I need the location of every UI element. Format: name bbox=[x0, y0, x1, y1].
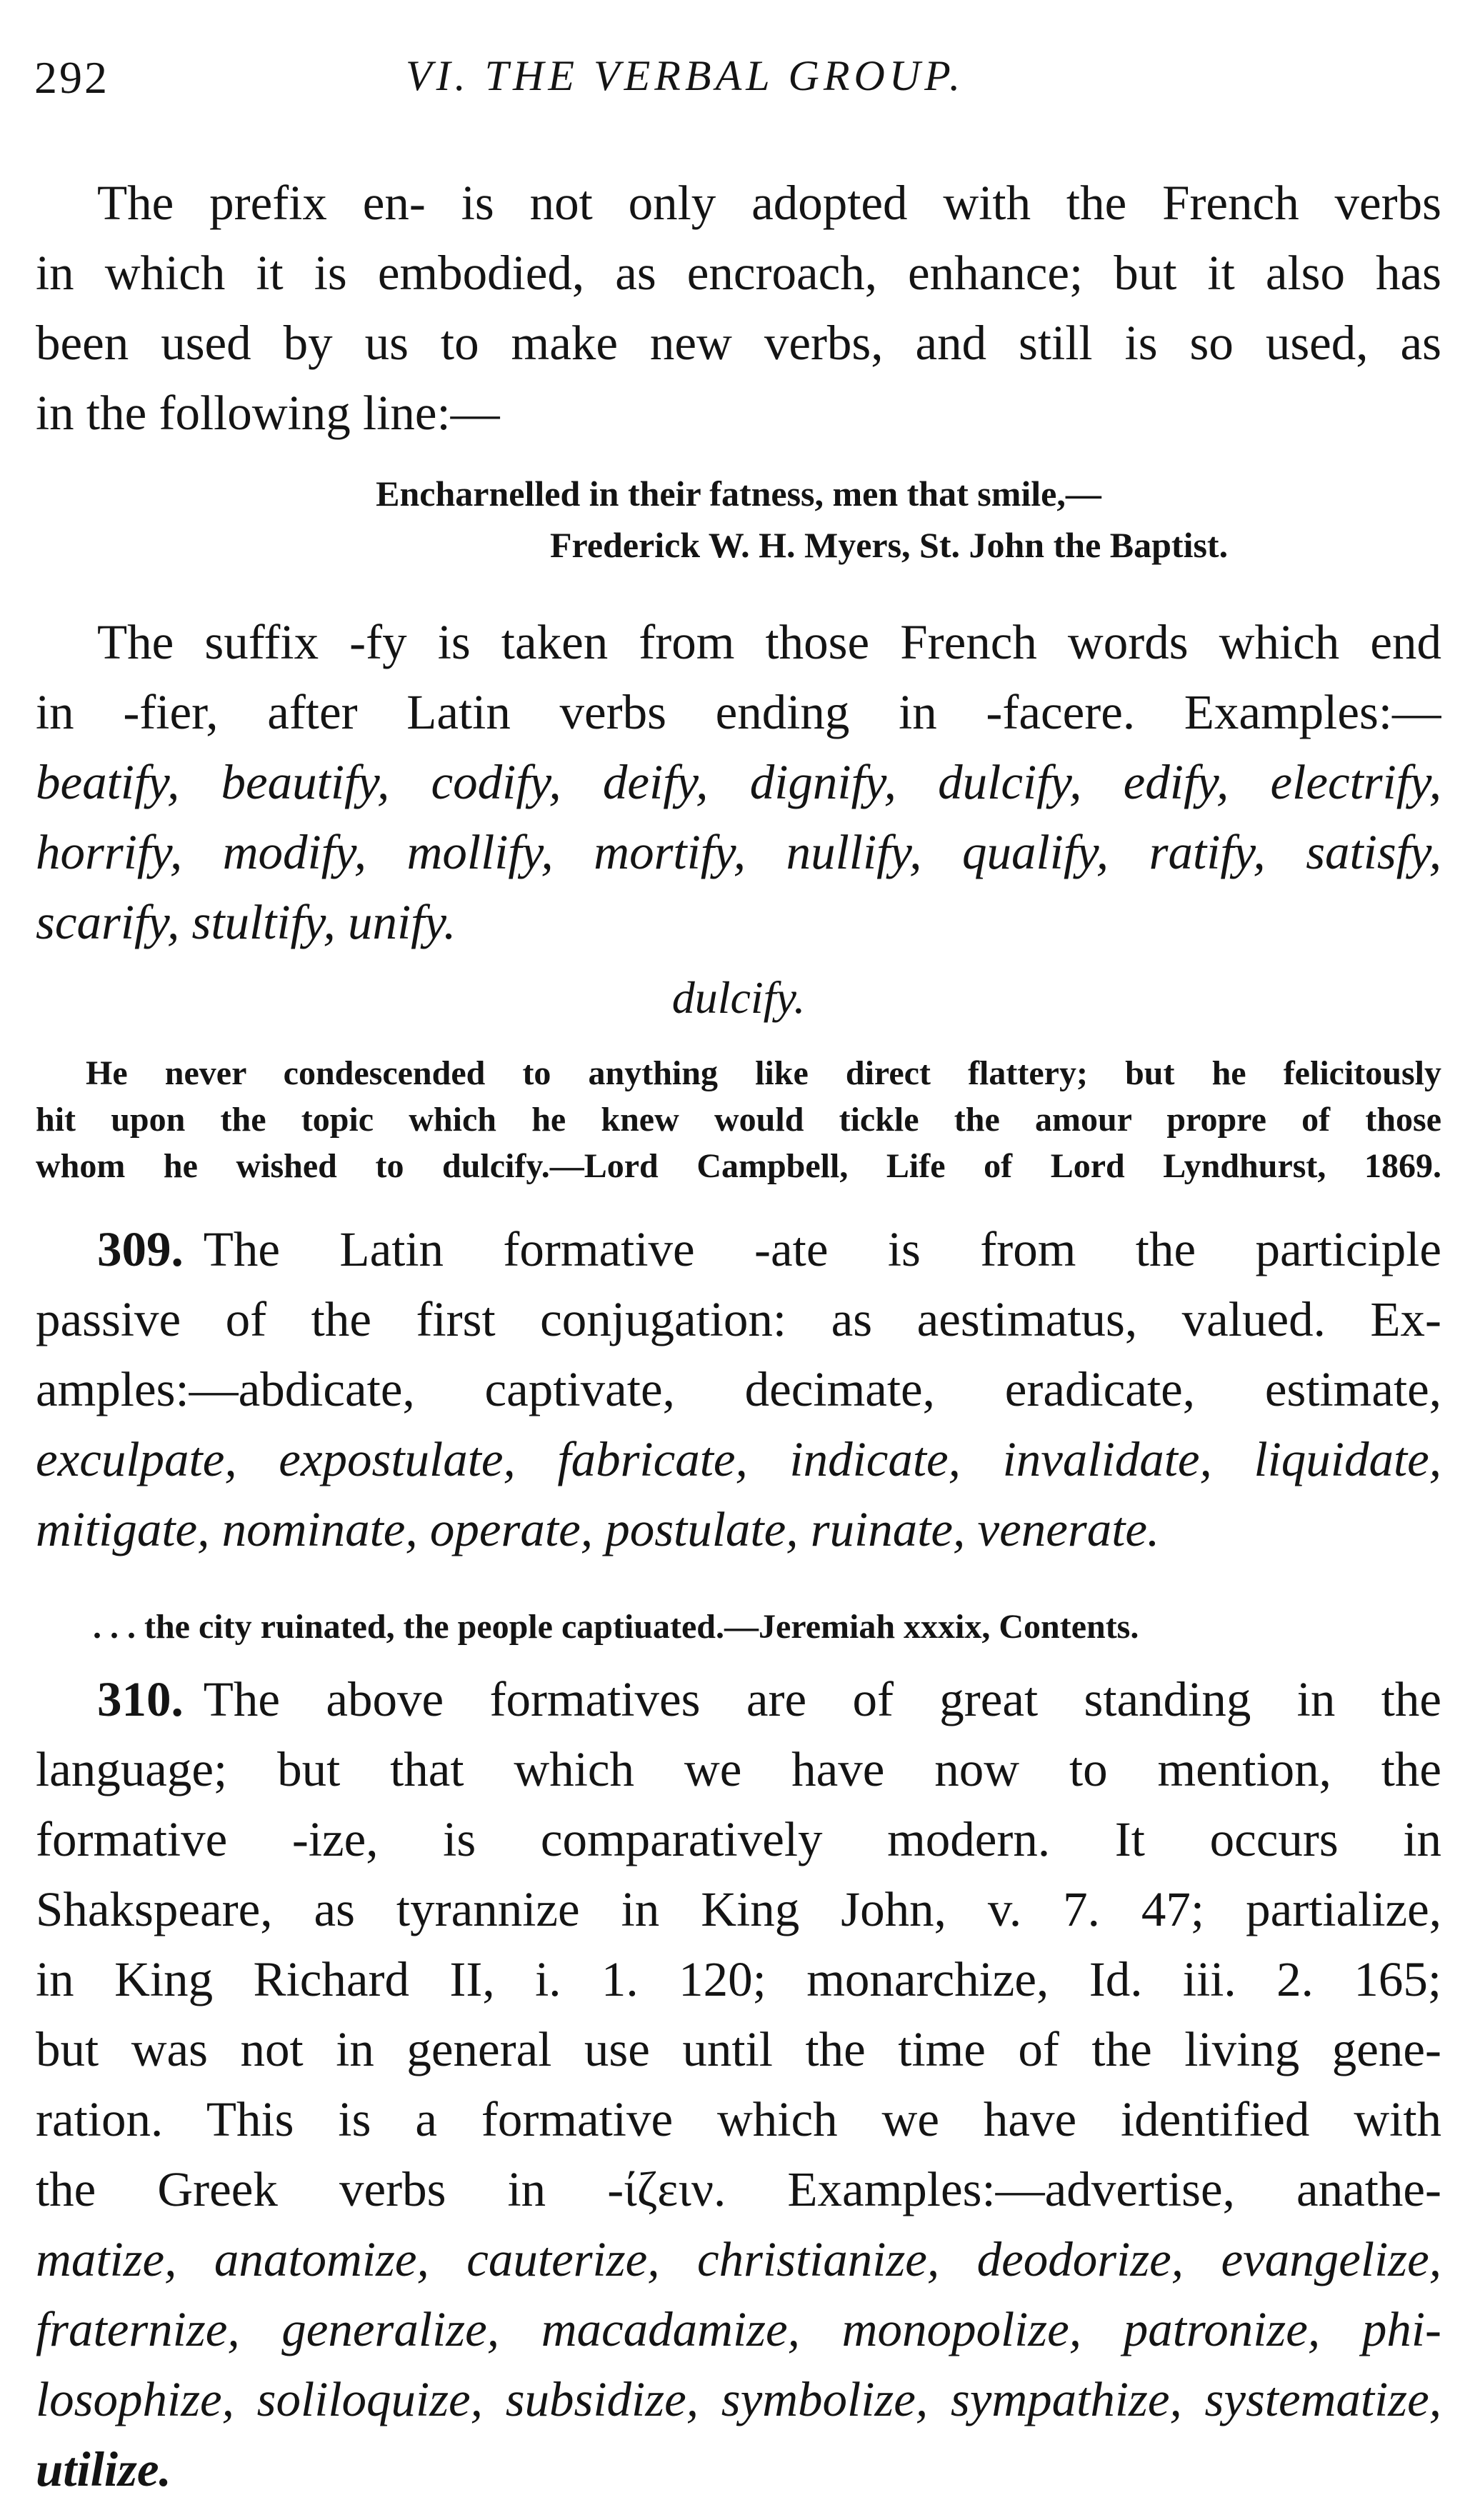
section-number: 310. bbox=[97, 1672, 184, 1726]
text-line: fraternize, generalize, macadamize, monopolize, patronize, phi- bbox=[36, 2302, 1441, 2356]
text-line: in which it is embodied, as encroach, enhance; but it also has bbox=[36, 246, 1441, 300]
page-number: 292 bbox=[34, 52, 109, 103]
text-line: The prefix en- is not only adopted with the French verbs bbox=[97, 176, 1441, 230]
section-number: 309. bbox=[97, 1222, 184, 1276]
page-header bbox=[34, 51, 1441, 116]
paragraph-prefix-en bbox=[36, 168, 1441, 448]
text-line: losophize, soliloquize, subsidize, symbolize, sympathize, systematize, bbox=[36, 2372, 1441, 2426]
quotation-campbell bbox=[36, 1050, 1441, 1189]
text-line: horrify, modify, mollify, mortify, nullify, qualify, ratify, satisfy, bbox=[36, 825, 1441, 879]
paragraph-suffix-fy bbox=[36, 607, 1441, 957]
text-line: passive of the first conjugation: as aestimatus, valued. Ex- bbox=[36, 1292, 1441, 1346]
section-309 bbox=[36, 1214, 1441, 1564]
text-line: exculpate, expostulate, fabricate, indicate, invalidate, liquidate, bbox=[36, 1432, 1441, 1486]
text-line: 309. The Latin formative -ate is from the participle bbox=[97, 1222, 1441, 1276]
section-310 bbox=[36, 1664, 1441, 2504]
word-heading-dulcify: dulcify. bbox=[671, 972, 806, 1023]
text-line: He never condescended to anything like direct flattery; but he felicitously bbox=[86, 1054, 1441, 1092]
text-line: matize, anatomize, cauterize, christianize, deodorize, evangelize, bbox=[36, 2232, 1441, 2286]
text-line: in King Richard II, i. 1. 120; monarchize, Id. iii. 2. 165; bbox=[36, 1952, 1441, 2006]
text-line: hit upon the topic which he knew would tickle the amour propre of those bbox=[36, 1101, 1441, 1139]
running-title: VI. THE VERBAL GROUP. bbox=[406, 52, 965, 99]
text-line: been used by us to make new verbs, and still is so used, as bbox=[36, 316, 1441, 370]
quotation-verse: Encharnelled in their fatness, men that smile,— bbox=[376, 474, 1101, 514]
quotation-jeremiah: . . . the city ruinated, the people captiuated.—Jeremiah xxxix, Contents. bbox=[93, 1608, 1139, 1646]
text-line: ration. This is a formative which we have identified with bbox=[36, 2092, 1441, 2146]
text-line: 310. The above formatives are of great standing in the bbox=[97, 1672, 1441, 1726]
text-line: in the following line:— bbox=[36, 386, 500, 440]
text-line: amples:—abdicate, captivate, decimate, eradicate, estimate, bbox=[36, 1362, 1441, 1416]
quotation-myers bbox=[36, 468, 1441, 571]
text-line: formative -ize, is comparatively modern. It occurs in bbox=[36, 1812, 1441, 1866]
text-line: beatify, beautify, codify, deify, dignify, dulcify, edify, electrify, bbox=[36, 755, 1441, 809]
text-line: language; but that which we have now to mention, the bbox=[36, 1742, 1441, 1796]
text-line: mitigate, nominate, operate, postulate, ruinate, venerate. bbox=[36, 1502, 1160, 1556]
text-line: The suffix -fy is taken from those French words which end bbox=[97, 615, 1441, 669]
text-line: but was not in general use until the time of the living gene- bbox=[36, 2022, 1441, 2076]
quotation-attribution: Frederick W. H. Myers, St. John the Baptist. bbox=[550, 525, 1229, 565]
text-line: utilize. bbox=[36, 2442, 171, 2496]
text-line: in -fier, after Latin verbs ending in -facere. Examples:— bbox=[36, 685, 1441, 739]
text-line: Shakspeare, as tyrannize in King John, v. 7. 47; partialize, bbox=[36, 1882, 1441, 1936]
text-line: whom he wished to dulcify.—Lord Campbell, Life of Lord Lyndhurst, 1869. bbox=[36, 1147, 1441, 1185]
text-line: scarify, stultify, unify. bbox=[36, 895, 456, 949]
text-line: the Greek verbs in -ίζειν. Examples:—advertise, anathe- bbox=[36, 2162, 1441, 2216]
